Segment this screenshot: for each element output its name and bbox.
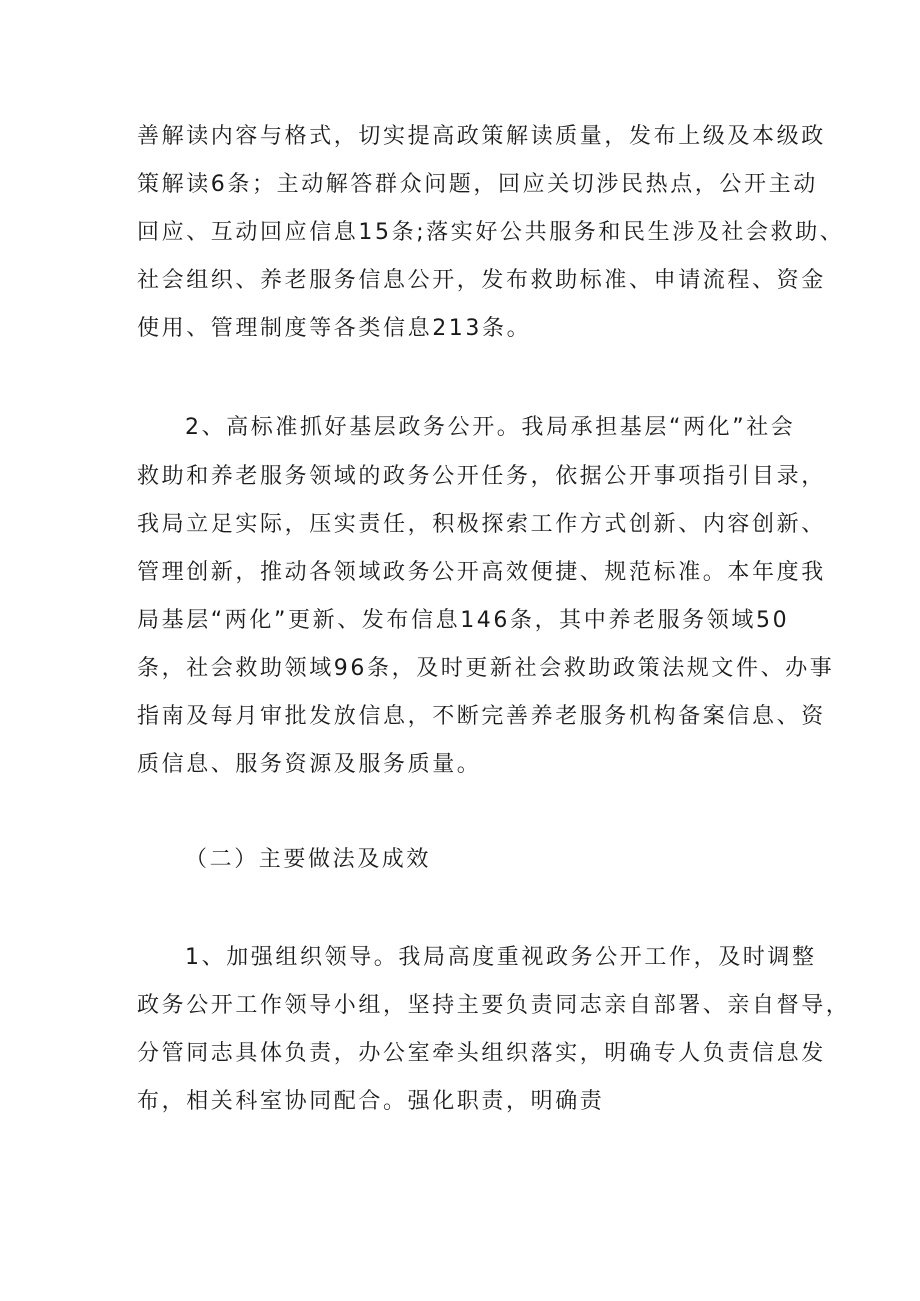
text-line: 策解读6条；主动解答群众问题，回应关切涉民热点，公开主动 <box>137 172 818 197</box>
text-line: 救助和养老服务领域的政务公开任务，依据公开事项指引目录， <box>137 464 826 489</box>
section-heading: （二）主要做法及成效 <box>185 847 432 872</box>
text-line: 我局立足实际，压实责任，积极探索工作方式创新、内容创新、 <box>137 512 826 537</box>
text-line: 管理创新，推动各领域政务公开高效便捷、规范标准。本年度我 <box>137 560 826 585</box>
text-line: 质信息、服务资源及服务质量。 <box>137 752 482 777</box>
text-line: 布，相关科室协同配合。强化职责，明确责 <box>137 1089 605 1114</box>
text-line: 2、高标准抓好基层政务公开。我局承担基层“两化”社会 <box>185 415 796 440</box>
text-line: 局基层“两化”更新、发布信息146条，其中养老服务领域50 <box>137 608 790 633</box>
text-line: 使用、管理制度等各类信息213条。 <box>137 316 532 341</box>
text-line: 1、加强组织领导。我局高度重视政务公开工作，及时调整 <box>185 945 817 970</box>
text-line: 政务公开工作领导小组，坚持主要负责同志亲自部署、亲自督导， <box>137 993 851 1018</box>
text-line: 分管同志具体负责，办公室牵头组织落实，明确专人负责信息发 <box>137 1041 826 1066</box>
text-line: 条，社会救助领域96条，及时更新社会救助政策法规文件、办事 <box>137 656 835 681</box>
text-line: 善解读内容与格式，切实提高政策解读质量，发布上级及本级政 <box>137 124 826 149</box>
text-line: 社会组织、养老服务信息公开，发布救助标准、申请流程、资金 <box>137 268 826 293</box>
text-line: 回应、互动回应信息15条;落实好公共服务和民生涉及社会救助、 <box>137 220 845 245</box>
text-line: 指南及每月审批发放信息，不断完善养老服务机构备案信息、资 <box>137 704 826 729</box>
